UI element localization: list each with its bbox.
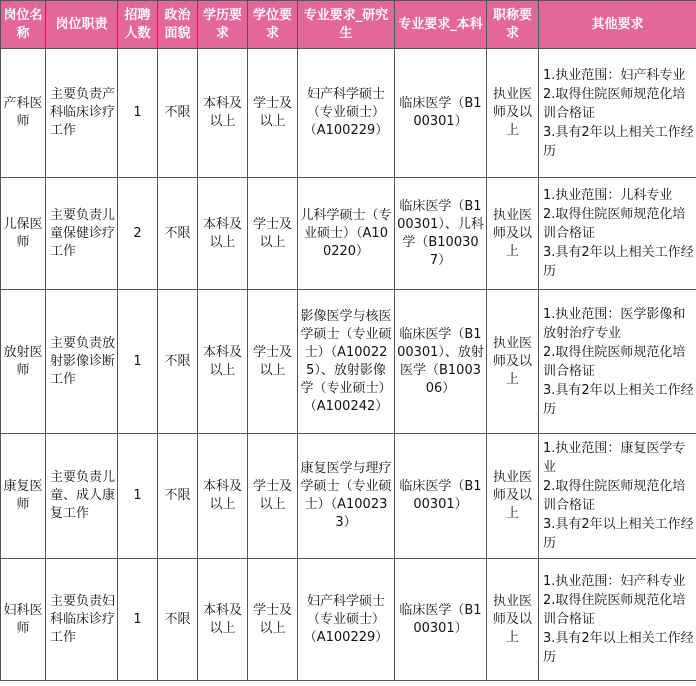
cell-count: 1 — [118, 290, 158, 434]
cell-count: 1 — [118, 49, 158, 178]
cell-education: 本科及以上 — [198, 290, 248, 434]
cell-other — [539, 559, 696, 681]
header-count: 招聘人数 — [118, 1, 158, 49]
cell-education: 本科及以上 — [198, 559, 248, 681]
other-req-line: 1.执业范围：妇产科专业 — [543, 574, 686, 589]
cell-degree: 学士及以上 — [248, 49, 298, 178]
header-education: 学历要求 — [198, 1, 248, 49]
cell-post-name: 放射医师 — [1, 290, 46, 434]
cell-title-req: 执业医师及以上 — [487, 290, 539, 434]
table-row — [1, 559, 696, 681]
cell-political: 不限 — [158, 434, 198, 559]
cell-duty: 主要负责妇科临床诊疗工作 — [46, 559, 118, 681]
cell-count: 2 — [118, 178, 158, 290]
cell-duty: 主要负责儿童保健诊疗工作 — [46, 178, 118, 290]
header-political: 政治面貌 — [158, 1, 198, 49]
other-req-line: 3.具有2年以上相关工作经历 — [543, 631, 694, 665]
cell-title-req: 执业医师及以上 — [487, 559, 539, 681]
other-req-line: 3.具有2年以上相关工作经历 — [543, 124, 694, 159]
cell-degree: 学士及以上 — [248, 290, 298, 434]
other-req-line: 3.具有2年以上相关工作经历 — [543, 382, 694, 417]
cell-grad-major: 儿科学硕士（专业硕士）（A100220） — [298, 178, 395, 290]
cell-ug-major: 临床医学（B100301） — [395, 49, 487, 178]
cell-other — [539, 49, 696, 178]
cell-education: 本科及以上 — [198, 434, 248, 559]
cell-education: 本科及以上 — [198, 178, 248, 290]
cell-title-req: 执业医师及以上 — [487, 49, 539, 178]
cell-degree: 学士及以上 — [248, 434, 298, 559]
table-row — [1, 49, 696, 178]
other-req-line: 2.取得住院医师规范化培训合格证 — [543, 86, 686, 121]
other-req-line: 1.执业范围：儿科专业 — [543, 188, 673, 203]
cell-title-req: 执业医师及以上 — [487, 178, 539, 290]
cell-ug-major: 临床医学（B100301） — [395, 434, 487, 559]
cell-count: 1 — [118, 434, 158, 559]
other-req-line: 1.执业范围：医学影像和放射治疗专业 — [543, 306, 686, 341]
cell-political: 不限 — [158, 290, 198, 434]
cell-political: 不限 — [158, 559, 198, 681]
cell-title-req: 执业医师及以上 — [487, 434, 539, 559]
cell-grad-major: 妇产科学硕士（专业硕士）（A100229） — [298, 49, 395, 178]
cell-grad-major: 妇产科学硕士（专业硕士）（A100229） — [298, 559, 395, 681]
table-row — [1, 290, 696, 434]
cell-grad-major: 康复医学与理疗学硕士（专业硕士）（A100233） — [298, 434, 395, 559]
table-row — [1, 178, 696, 290]
cell-grad-major: 影像医学与核医学硕士（专业硕士）（A100225）、放射影像学（专业硕士）（A100242） — [298, 290, 395, 434]
cell-ug-major: 临床医学（B100301）、儿科学（B100307） — [395, 178, 487, 290]
cell-duty: 主要负责儿童、成人康复工作 — [46, 434, 118, 559]
cell-post-name: 康复医师 — [1, 434, 46, 559]
cell-degree: 学士及以上 — [248, 178, 298, 290]
header-degree: 学位要求 — [248, 1, 298, 49]
other-req-line: 3.具有2年以上相关工作经历 — [543, 517, 694, 551]
cell-post-name: 产科医师 — [1, 49, 46, 178]
other-req-line: 2.取得住院医师规范化培训合格证 — [543, 479, 686, 513]
cell-ug-major: 临床医学（B100301） — [395, 559, 487, 681]
cell-other — [539, 434, 696, 559]
other-req-line: 2.取得住院医师规范化培训合格证 — [543, 207, 686, 241]
header-other: 其他要求 — [539, 1, 696, 49]
cell-education: 本科及以上 — [198, 49, 248, 178]
cell-political: 不限 — [158, 49, 198, 178]
other-req-line: 1.执业范围：妇产科专业 — [543, 67, 686, 83]
header-grad-major: 专业要求_研究生 — [298, 1, 395, 49]
header-ug-major: 专业要求_本科 — [395, 1, 487, 49]
cell-post-name: 妇科医师 — [1, 559, 46, 681]
header-title-req: 职称要求 — [487, 1, 539, 49]
other-req-line: 1.执业范围：康复医学专业 — [543, 441, 686, 475]
cell-count: 1 — [118, 559, 158, 681]
cell-other — [539, 178, 696, 290]
header-duty: 岗位职责 — [46, 1, 118, 49]
header-row — [1, 1, 696, 49]
cell-ug-major: 临床医学（B100301）、放射医学（B100306） — [395, 290, 487, 434]
cell-other — [539, 290, 696, 434]
other-req-line: 3.具有2年以上相关工作经历 — [543, 245, 694, 279]
cell-duty: 主要负责放射影像诊断工作 — [46, 290, 118, 434]
cell-political: 不限 — [158, 178, 198, 290]
cell-duty: 主要负责产科临床诊疗工作 — [46, 49, 118, 178]
header-post-name: 岗位名称 — [1, 1, 46, 49]
cell-post-name: 儿保医师 — [1, 178, 46, 290]
cell-degree: 学士及以上 — [248, 559, 298, 681]
other-req-line: 2.取得住院医师规范化培训合格证 — [543, 344, 686, 379]
other-req-line: 2.取得住院医师规范化培训合格证 — [543, 593, 686, 627]
table-row — [1, 434, 696, 559]
